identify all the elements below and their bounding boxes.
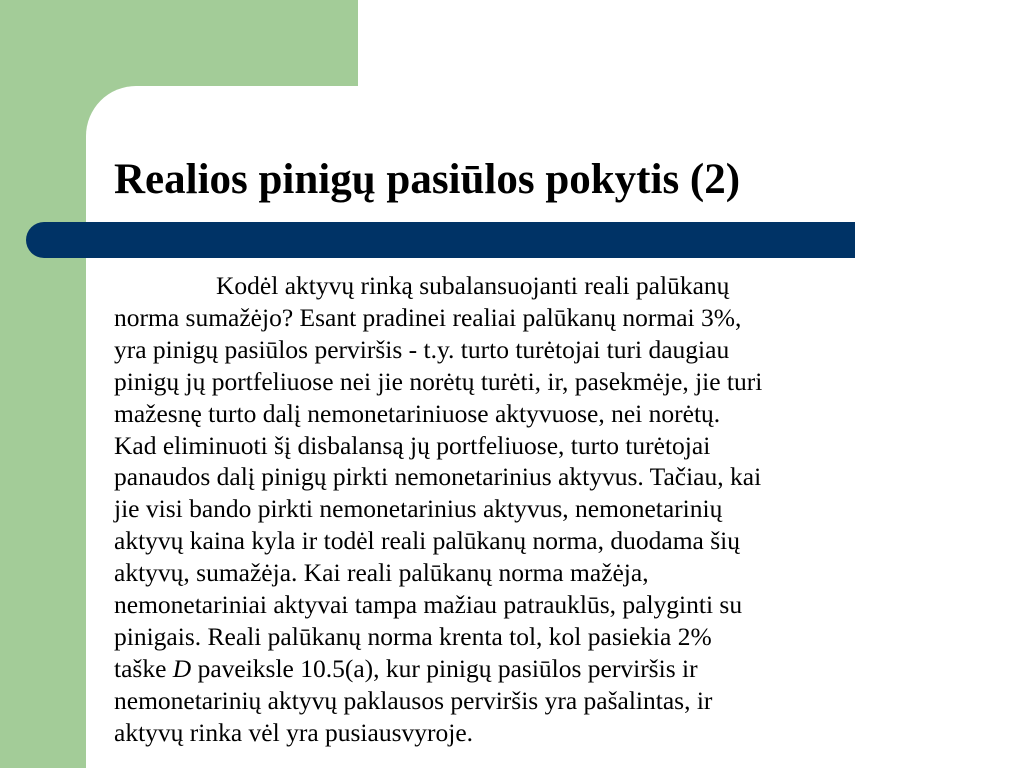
- body-line: pinigais. Reali palūkanų norma krenta tol, kol pasiekia 2%: [114, 621, 712, 651]
- body-line: aktyvų rinka vėl yra pusiausvyroje.: [114, 717, 474, 747]
- body-line: nemonetariniai aktyvai tampa mažiau patrauklūs, palyginti su: [114, 590, 743, 620]
- body-line: norma sumažėjo? Esant pradinei realiai palūkanų normai 3%,: [114, 302, 742, 332]
- body-line: jie visi bando pirkti nemonetarinius aktyvus, nemonetarinių: [114, 494, 723, 524]
- body-line: Kad eliminuoti šį disbalansą jų portfeliuose, turto turėtojai: [114, 430, 711, 460]
- slide-title: Realios pinigų pasiūlos pokytis (2): [114, 156, 741, 203]
- body-line-text: Kodėl aktyvų rinką subalansuojanti reali palūkanų: [216, 271, 730, 300]
- body-line: aktyvų, sumažėja. Kai reali palūkanų norma mažėja,: [114, 558, 649, 588]
- body-line: aktyvų kaina kyla ir todėl reali palūkanų norma, duodama šių: [114, 526, 740, 556]
- body-line: [114, 653, 994, 685]
- point-label-italic: D: [172, 653, 192, 683]
- title-underline-bar: [26, 222, 855, 258]
- body-line-text: taške: [114, 653, 173, 683]
- body-line: panaudos dalį pinigų pirkti nemonetarinius aktyvus. Tačiau, kai: [114, 462, 762, 492]
- body-line: mažesnę turto dalį nemonetariniuose aktyvuose, nei norėtų.: [114, 398, 721, 428]
- body-line: pinigų jų portfeliuose nei jie norėtų turėti, ir, pasekmėje, jie turi: [114, 366, 763, 396]
- body-line: [114, 270, 994, 302]
- body-line-text: paveikslе 10.5(a), kur pinigų pasiūlos perviršis ir: [191, 653, 698, 683]
- body-line: yra pinigų pasiūlos perviršis - t.y. turto turėtojai turi daugiau: [114, 334, 730, 364]
- slide-body-text: [114, 270, 994, 749]
- body-line: nemonetarinių aktyvų paklausos perviršis yra pašalintas, ir: [114, 685, 713, 715]
